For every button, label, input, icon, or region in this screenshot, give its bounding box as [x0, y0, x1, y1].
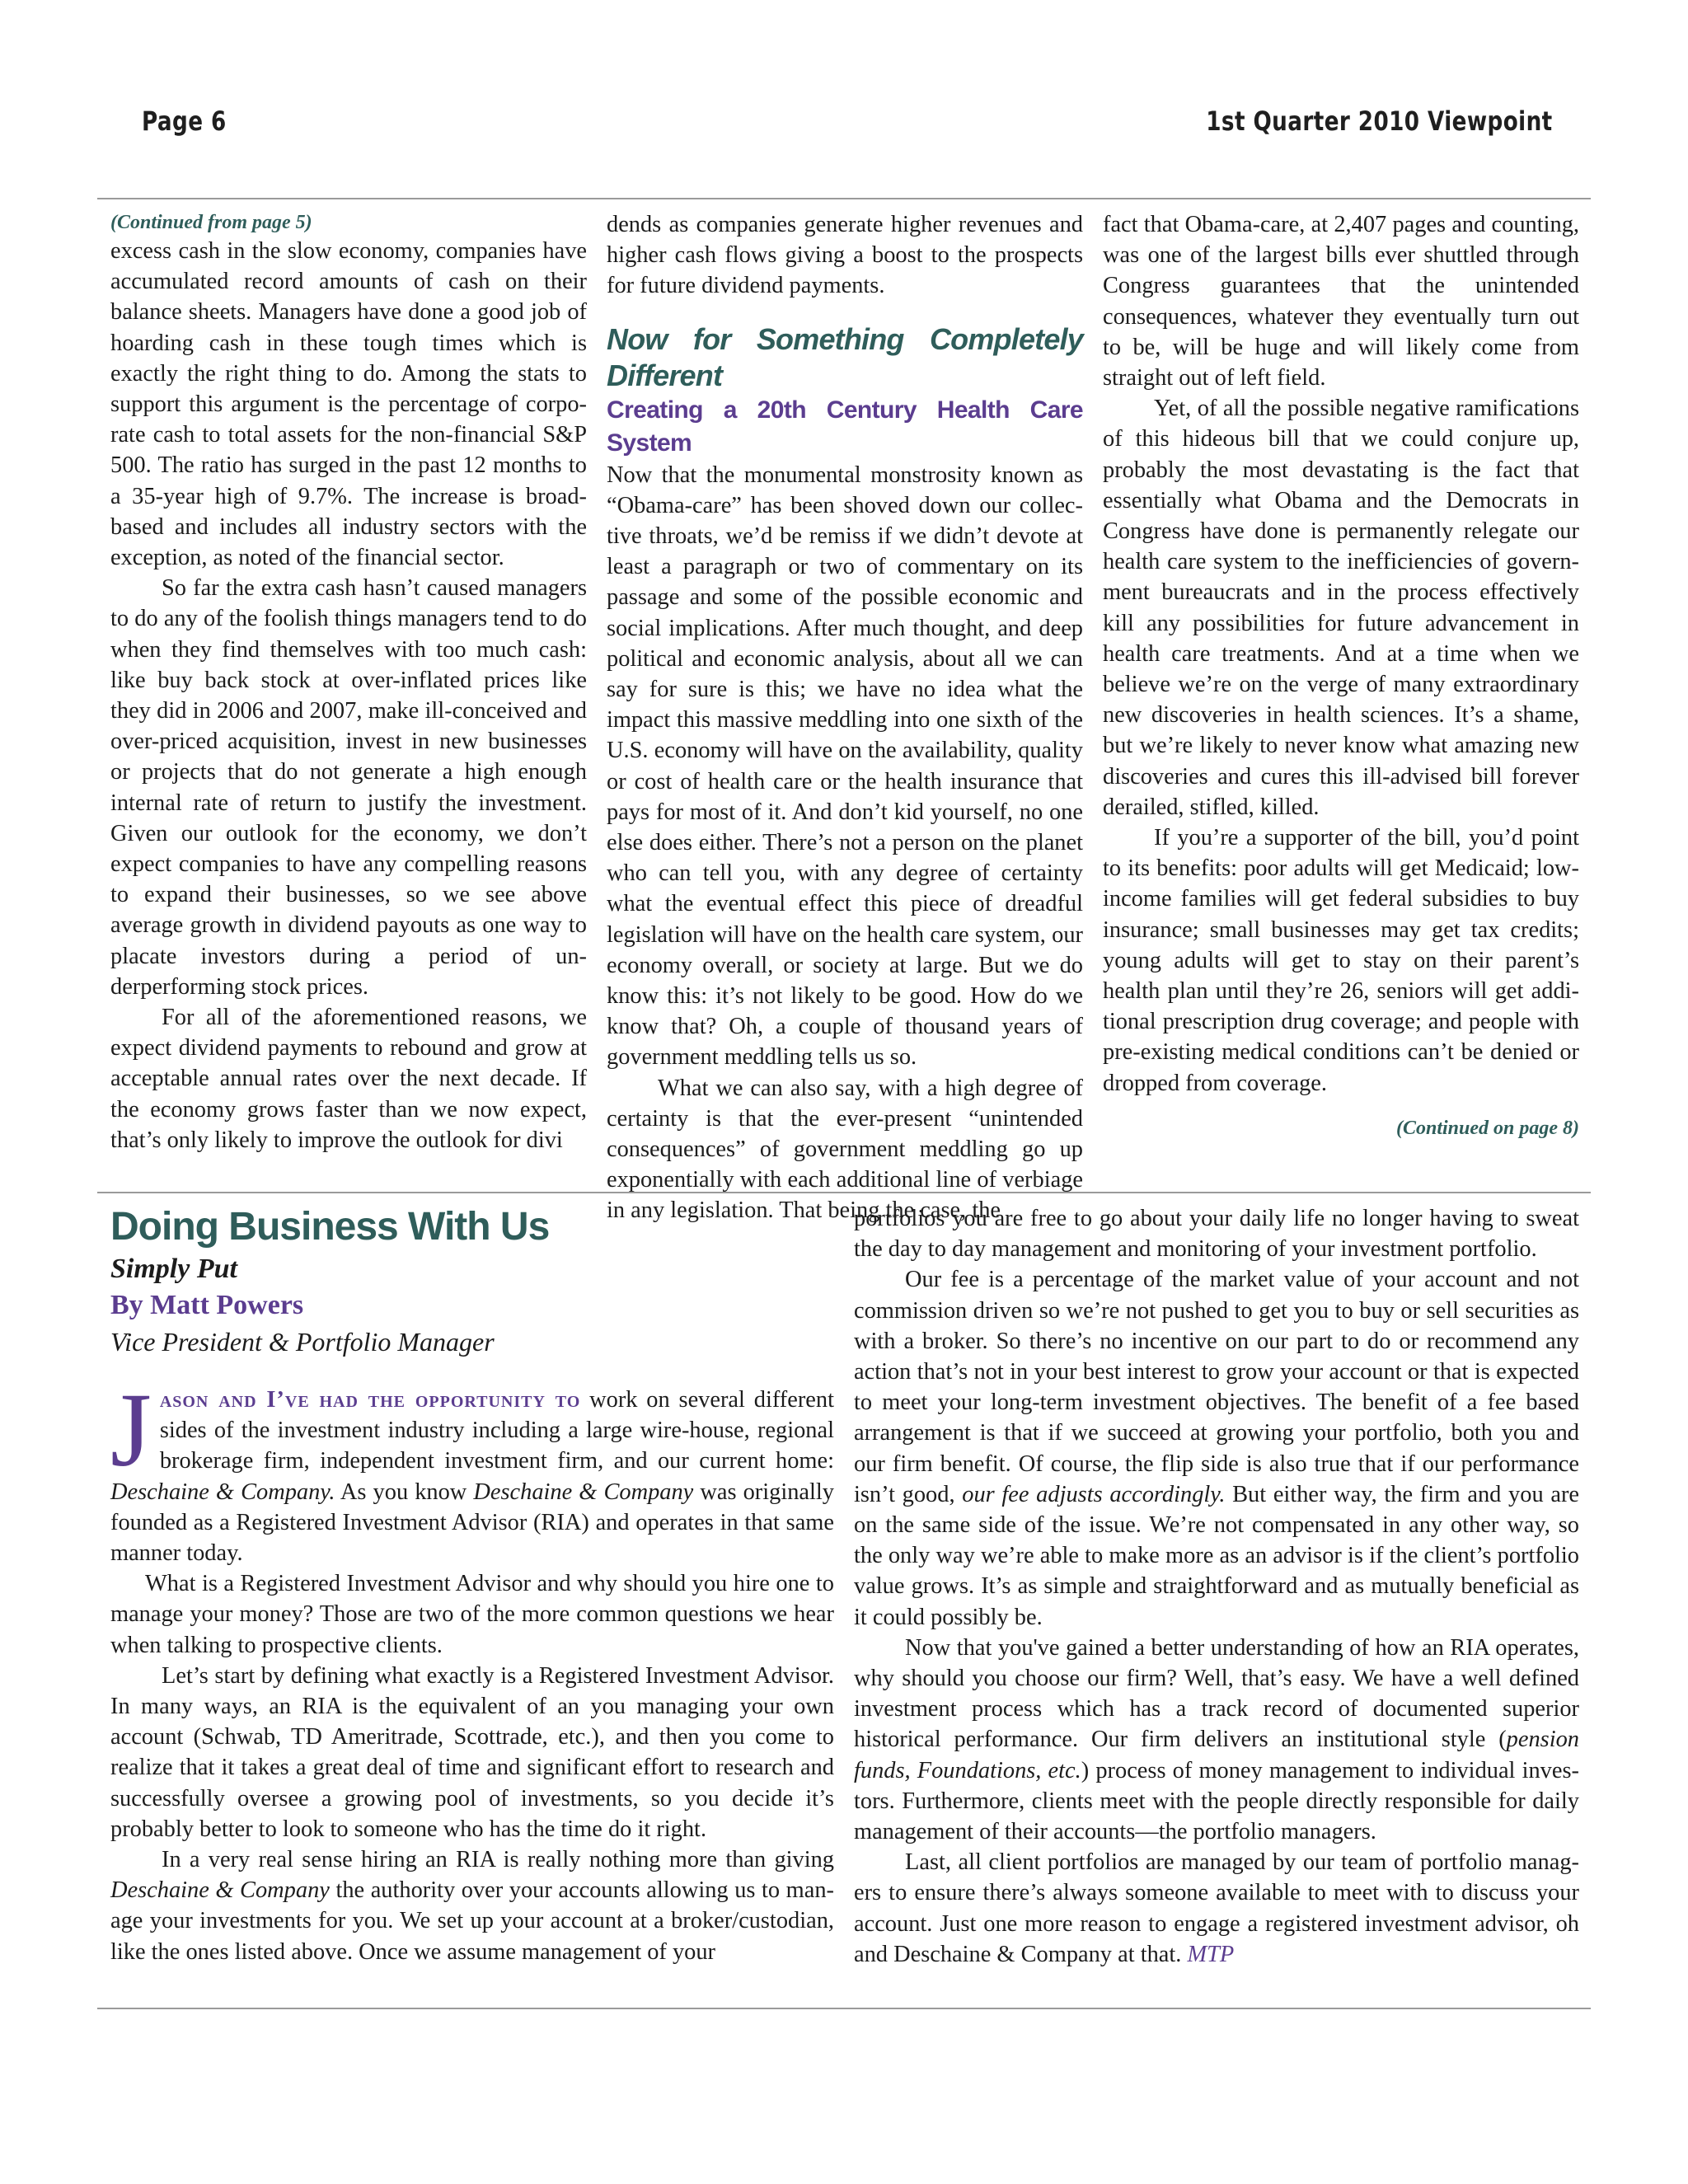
bottom-divider — [97, 2008, 1591, 2009]
paragraph: So far the extra cash hasn’t caused managers to do any of the foolish things managers tend to do when they find themselves with too much cash: like buy back stock at over-inflated prices like they did in 2006 and 2007, make ill-conceived and over-priced acquisition, invest in new businesses or projects that do not generate a high enough internal rate of return to justify the investment. Given our outlook for the economy, we don’t expect companies to have any compelling reasons to expand their businesses, so we see above average growth in dividend payouts as one way to placate investors during a period of underperforming stock prices. — [110, 575, 587, 1000]
firm-name: Deschaine & Company — [473, 1479, 694, 1505]
lead-paragraph — [110, 1371, 834, 1568]
firm-name: Deschaine & Company. — [110, 1479, 335, 1505]
continued-from-link[interactable]: (Continued from page 5) — [110, 212, 312, 233]
paragraph: Now that the monumental monstrosity known as “Obama-care” has been shoved down our collective throats, we’d be remiss if we didn’t devote at least a paragraph or two of commentary on its passage and some of the possible economic and social implications. After much thought, and deep political and economic analysis, about all we can say for sure is this; we have no idea what the impact this massive meddling into one sixth of the U.S. economy will have on the availability, quality or cost of health care or the health insurance that pays for most of it. And don’t kid yourself, no one else does either. There’s not a person on the planet who can tell you, with any degree of certainty what the eventual effect this piece of dreadful legislation will have on the health care system, our economy overall, or society at large. But we do know this: it’s not likely to be good. How do we know that? Oh, a couple of thousand years of government meddling tells us so. — [607, 462, 1083, 1071]
paragraph: fact that Obama-care, at 2,407 pages and counting, was one of the largest bills ever shuttled through Congress guarantees that the unintended consequences, whatever they eventually turn out to be, will be huge and will likely come from straight out of left field. — [1103, 212, 1579, 391]
column-1 — [110, 209, 587, 1155]
business-left-column — [110, 1203, 834, 1967]
paragraph: If you’re a supporter of the bill, you’d point to its benefits: poor adults will get Medicaid; low-income families will get federal subsidies to buy insurance; small businesses may get tax credits; young adults will get to stay on their parent’s health plan until they’re 26, seniors will get additional prescription drug coverage; and people with pre-existing medical conditions can’t be denied or dropped from coverage. — [1103, 825, 1579, 1096]
article-subtitle: Simply Put — [110, 1254, 237, 1284]
emphasis: pension funds, Foundations, etc. — [854, 1727, 1579, 1783]
author-byline: By Matt Powers — [110, 1290, 304, 1320]
paragraph: Yet, of all the possible negative ramifications of this hideous bill that we could conjure up, probably the most devastating is the fact that essentially what Obama and the Democrats in Congress have done is permanently relegate our health care system to the inefficiencies of government bureaucrats and in the process effectively kill any possibilities for future advancement in health care treatments. And at a time when we believe we’re on the verge of many extraordinary new discoveries in health sciences. It’s a shame, but we’re likely to never know what amazing new discoveries and cures this ill-advised bill forever derailed, stifled, killed. — [1103, 396, 1579, 820]
firm-name: Deschaine & Company — [110, 1877, 330, 1904]
column-3 — [1103, 209, 1579, 1141]
paragraph: excess cash in the slow economy, companies have accumulated record amounts of cash on their balance sheets. Managers have done a good job of hoarding cash in these tough times which is exactly the right thing to do. Among the stats to support this argument is the percentage of corporate cash to total assets for the non-financial S&P 500. The ratio has surged in the past 12 months to a 35-year high of 9.7%. The increase is broad-based and includes all industry sectors with the exception, as noted of the financial sector. — [110, 238, 587, 571]
paragraph: For all of the aforementioned reasons, we expect dividend payments to rebound and grow at acceptable annual rates over the next decade. If the economy grows faster than we now expect, that’s only likely to improve the outlook for divi — [110, 1005, 587, 1153]
text-run: was originally founded as a Registered Investment Advisor (RIA) and operates in that same manner today. — [110, 1479, 834, 1567]
lead-in: ason and I’ve had the opportunity to — [159, 1387, 581, 1413]
text-run: Now that you've gained a better understanding of how an RIA operates, why should you choose our firm? Well, that’s easy. We have a well defined investment process which has a track record of documented superior historical performance. Our firm delivers an institutional style ( — [854, 1634, 1579, 1753]
paragraph — [854, 1264, 1579, 1632]
paragraph: Let’s start by defining what exactly is a Registered Investment Advisor. In many ways, an RIA is the equivalent of an you managing your own account (Schwab, TD Ameritrade, Scottrade, etc.), and then you come to realize that it takes a great deal of time and significant effort to research and successfully oversee a growing pool of investments, so you decide it’s probably better to look to someone who has the time do it right. — [110, 1662, 834, 1842]
text-run: Last, all client portfolios are managed by our team of portfolio managers to ensure there’s always someone available to meet with to discuss your account. Just one more reason to engage a registered investment advisor, oh and Deschaine & Company at that. — [854, 1849, 1579, 1967]
text-run: Our fee is a percentage of the market value of your account and not commission driven so we’re not pushed to get you to buy or sell securities as with a broker. So there’s no incentive on our part to do or recommend any action that’s not in your best interest to grow your account or that is expected to meet your long-term investment objectives. The benefit of a fee based arrangement is that if we succeed at growing your portfolio, both you and our firm benefit. Of course, the flip side is also true that if our performance isn’t good, — [854, 1267, 1579, 1507]
continued-on-link[interactable]: (Continued on page 8) — [1395, 1117, 1579, 1139]
text-run: the authority over your accounts allowing us to manage your investments for you. We set up your account at a broker/custodian, like the ones listed above. Once we assume management of your — [110, 1877, 834, 1965]
article-title: Doing Business With Us — [110, 1205, 550, 1249]
paragraph — [854, 1633, 1579, 1847]
section-heading: Now for Something Completely Different — [607, 321, 1083, 392]
paragraph: dends as companies generate higher revenues and higher cash flows giving a boost to the prospects for future dividend payments. — [607, 212, 1083, 299]
drop-cap: J — [110, 1371, 152, 1488]
paragraph: What we can also say, with a high degree of certainty is that the ever-present “unintended consequences” of government meddling go up exponentially with each additional line of verbiage in any legislation. That being the case, the — [607, 1075, 1083, 1224]
text-run: ) process of money management to individual investors. Furthermore, clients meet with the people directly responsible for daily management of their accounts—the portfolio managers. — [854, 1757, 1579, 1845]
author-role: Vice President & Portfolio Manager — [110, 1327, 495, 1357]
top-divider — [97, 198, 1591, 199]
column-2 — [607, 209, 1083, 1226]
paragraph: portfolios you are free to go about your daily life no longer having to sweat the day to day management and monitoring of your investment portfolio. — [854, 1206, 1579, 1263]
section-subheading: Creating a 20th Century Health Care System — [607, 396, 1083, 457]
middle-divider — [97, 1192, 1591, 1193]
page-number: Page 6 — [142, 105, 227, 137]
text-run: work on several different sides of the investment industry including a large wire-house, regional brokerage firm, independent investment firm, and our current home: — [159, 1387, 834, 1474]
paragraph — [110, 1844, 834, 1967]
text-run: But either way, the firm and you are on the same side of the issue. We’re not compensated in any other way, so the only way we’re able to make more as an advisor is if the client’s portfolio value grows. It’s as simple and straightforward and as mutually beneficial as it could possibly be. — [854, 1481, 1579, 1630]
paragraph: What is a Registered Investment Advisor and why should you hire one to manage your money? Those are two of the more common questions we hear when talking to prospective clients. — [110, 1571, 834, 1658]
business-right-column — [854, 1203, 1579, 1970]
author-signature: MTP — [1187, 1941, 1235, 1967]
issue-title: 1st Quarter 2010 Viewpoint — [1206, 105, 1553, 137]
text-run: In a very real sense hiring an RIA is really nothing more than giving — [162, 1847, 834, 1873]
emphasis: our fee adjusts accordingly. — [962, 1481, 1226, 1507]
paragraph — [854, 1847, 1579, 1970]
text-run: As you know — [335, 1479, 474, 1505]
